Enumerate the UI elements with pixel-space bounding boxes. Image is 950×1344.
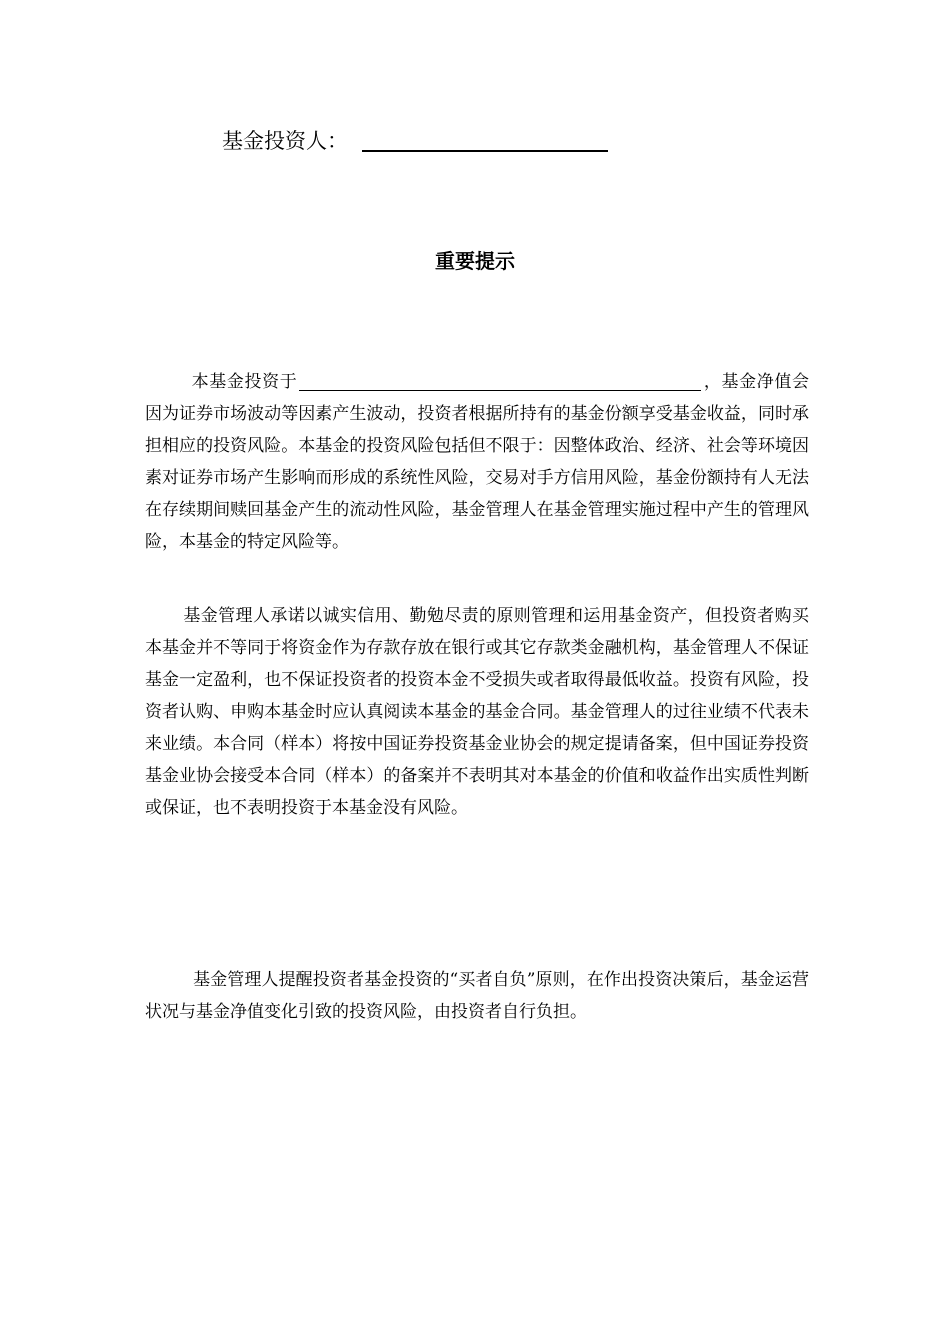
investment-scope-blank xyxy=(299,368,701,391)
investor-name-blank xyxy=(362,122,608,152)
paragraph-text: 基金管理人提醒投资者基金投资的“买者自负”原则，在作出投资决策后，基金运营状况与基金净值变化引致的投资风险，由投资者自行负担。 xyxy=(145,970,809,1022)
notice-paragraph-risk xyxy=(145,366,809,558)
notice-paragraph-commitment xyxy=(145,600,809,824)
notice-paragraph-buyer-beware xyxy=(145,964,809,1028)
paragraph-text: 基金管理人承诺以诚实信用、勤勉尽责的原则管理和运用基金资产，但投资者购买本基金并不等同于将资金作为存款存放在银行或其它存款类金融机构，基金管理人不保证基金一定盈利，也不保证投资者的投资本金不受损失或者取得最低收益。投资有风险，投资者认购、申购本基金时应认真阅读本基金的基金合同。基金管理人的过往业绩不代表未来业绩。本合同（样本）将按中国证券投资基金业协会的规定提请备案，但中国证券投资基金业协会接受本合同（样本）的备案并不表明其对本基金的价值和收益作出实质性判断或保证，也不表明投资于本基金没有风险。 xyxy=(145,606,809,818)
paragraph-lead: 本基金投资于 xyxy=(191,372,298,392)
paragraph-rest: ，基金净值会因为证券市场波动等因素产生波动，投资者根据所持有的基金份额享受基金收益，同时承担相应的投资风险。本基金的投资风险包括但不限于：因整体政治、经济、社会等环境因素对证券市场产生影响而形成的系统性风险，交易对手方信用风险，基金份额持有人无法在存续期间赎回基金产生的流动性风险，基金管理人在基金管理实施过程中产生的管理风险，本基金的特定风险等。 xyxy=(145,372,810,552)
investor-label: 基金投资人： xyxy=(222,129,348,153)
notice-title: 重要提示 xyxy=(435,249,515,273)
investor-signature-line xyxy=(222,120,608,156)
